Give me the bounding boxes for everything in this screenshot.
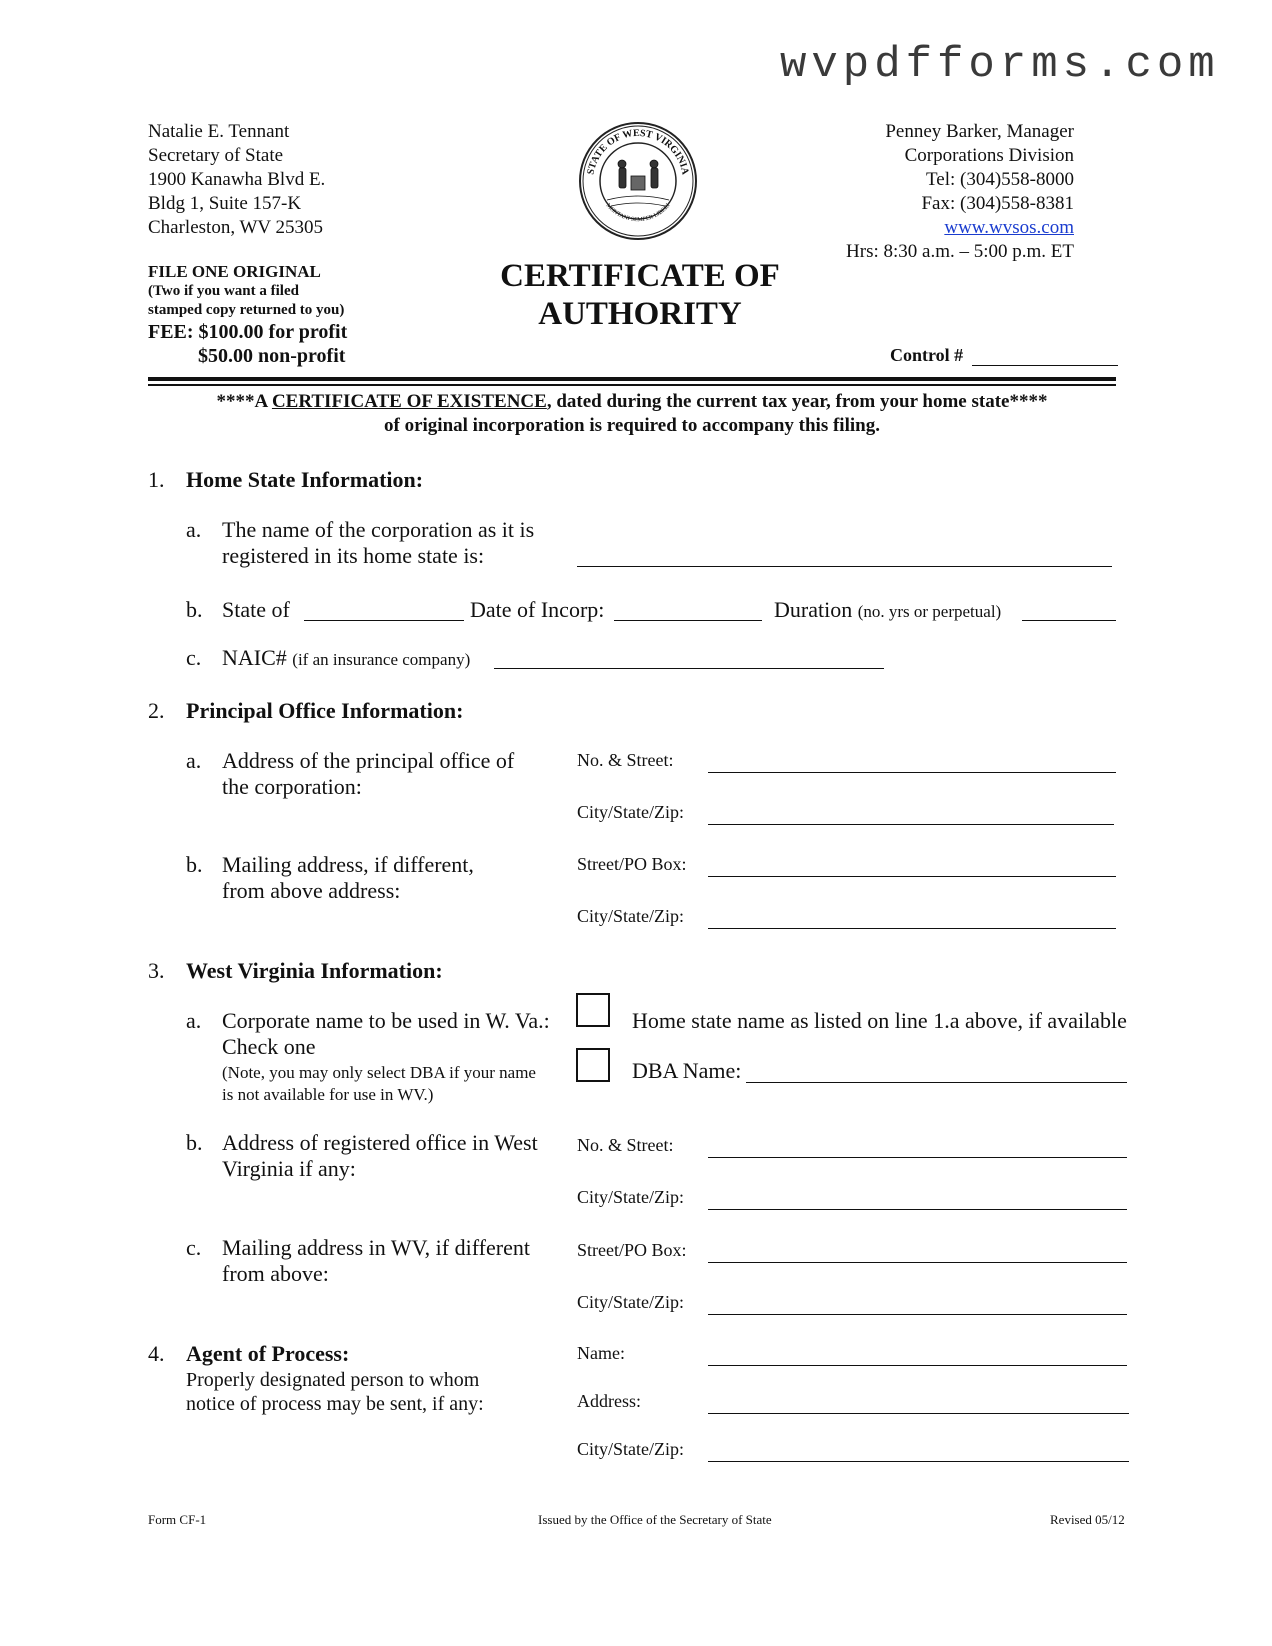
mailing-street-field[interactable] [708,856,1116,877]
division-name: Corporations Division [904,145,1074,166]
state-of-field[interactable] [304,600,464,621]
dba-checkbox[interactable] [576,1048,610,1082]
corp-name-label: The name of the corporation as it is registered in its home state is: [222,517,535,568]
agent-description: Properly designated person to whom notice of process may be sent, if any: [186,1369,484,1415]
notice-text: , dated during the current tax year, from your home state**** [546,391,1048,412]
city-state-zip-label: City/State/Zip: [577,1187,684,1207]
po-box-label: Street/PO Box: [577,1240,687,1260]
city-state-zip-label: City/State/Zip: [577,906,684,926]
file-one-original: FILE ONE ORIGINAL [148,262,321,281]
dba-note: (Note, you may only select DBA if your name is not available for use in WV.) [222,1063,536,1104]
duration-field[interactable] [1022,600,1116,621]
item-letter: b. [186,852,203,877]
fax: Fax: (304)558-8381 [921,193,1074,214]
item-letter: a. [186,748,202,773]
address-line: 1900 Kanawha Blvd E. [148,169,326,190]
home-state-name-option: Home state name as listed on line 1.a above, if available [632,1008,1127,1033]
city-state-zip-label: City/State/Zip: [577,1439,684,1459]
section-number: 4. [148,1341,165,1366]
revision-date: Revised 05/12 [1050,1512,1125,1527]
naic-label: NAIC# (if an insurance company) [222,645,471,670]
corp-name-field[interactable] [577,546,1112,567]
fee-profit: FEE: $100.00 for profit [148,321,348,343]
po-box-label: Street/PO Box: [577,854,687,874]
wv-mailing-street-field[interactable] [708,1242,1127,1263]
section-principal-office-title: Principal Office Information: [186,698,464,723]
secretary-title: Secretary of State [148,145,284,166]
naic-field[interactable] [494,648,884,669]
wv-corp-name-label: Corporate name to be used in W. Va.: Check one [222,1008,550,1059]
manager-name: Penney Barker, Manager [885,121,1074,142]
registered-street-field[interactable] [708,1137,1127,1158]
street-label: No. & Street: [577,750,674,770]
principal-city-field[interactable] [708,804,1114,825]
item-letter: c. [186,1235,202,1260]
watermark: wvpdfforms.com [780,40,1220,90]
notice-emphasis: CERTIFICATE OF EXISTENCE [271,391,547,412]
title-line: CERTIFICATE OF [500,258,780,294]
wv-mailing-city-field[interactable] [708,1294,1127,1315]
control-number [890,345,963,366]
naic-note: (if an insurance company) [292,650,471,669]
agent-address-field[interactable] [708,1393,1129,1414]
control-label: Control # [890,345,964,365]
address-line: Bldg 1, Suite 157-K [148,193,302,214]
mailing-city-field[interactable] [708,908,1116,929]
section-number: 1. [148,467,165,492]
office-hours: Hrs: 8:30 a.m. – 5:00 p.m. ET [846,241,1074,262]
section-wv-info-title: West Virginia Information: [186,958,443,983]
item-letter: c. [186,645,202,670]
principal-street-field[interactable] [708,752,1116,773]
issuer-note: Issued by the Office of the Secretary of State [538,1512,772,1527]
existence-notice [148,390,1116,438]
section-agent-title: Agent of Process: [186,1341,350,1366]
file-note: stamped copy returned to you) [148,302,345,318]
registered-city-field[interactable] [708,1189,1127,1210]
item-letter: a. [186,1008,202,1033]
city-state-zip-label: City/State/Zip: [577,1292,684,1312]
website-link[interactable]: www.wvsos.com [944,217,1074,238]
street-label: No. & Street: [577,1135,674,1155]
title-line: AUTHORITY [538,296,742,332]
state-of-label: State of [222,597,290,622]
city-state-zip-label: City/State/Zip: [577,802,684,822]
phone: Tel: (304)558-8000 [925,169,1074,190]
seal-figures [607,160,669,206]
fee-nonprofit: $50.00 non-profit [198,345,346,367]
dba-name-field[interactable] [746,1062,1127,1083]
section-number: 3. [148,958,165,983]
section-number: 2. [148,698,165,723]
registered-office-label: Address of registered office in West Virginia if any: [222,1130,538,1181]
agent-address-label: Address: [577,1391,641,1411]
state-seal [577,120,699,242]
agent-city-field[interactable] [708,1441,1129,1462]
file-note: (Two if you want a filed [148,283,299,299]
secretary-address-block [148,120,325,240]
notice-prefix: ****A [216,391,268,412]
wv-mailing-label: Mailing address in WV, if different from above: [222,1235,530,1286]
date-incorp-field[interactable] [614,600,762,621]
item-letter: b. [186,1130,203,1155]
filing-instructions [148,262,347,368]
secretary-name: Natalie E. Tennant [148,121,290,142]
dba-name-label: DBA Name: [632,1058,742,1083]
principal-office-label: Address of the principal office of the corporation: [222,748,515,799]
home-state-name-checkbox[interactable] [576,993,610,1027]
seal-motto: MONTANI SEMPER LIBERI [604,202,672,224]
form-number: Form CF-1 [148,1512,207,1527]
duration-note: (no. yrs or perpetual) [857,602,1002,621]
section-home-state-title: Home State Information: [186,467,424,492]
control-number-field[interactable] [972,345,1118,366]
divider [148,377,1116,381]
page-title [470,257,810,333]
agent-name-field[interactable] [708,1345,1127,1366]
date-incorp-label: Date of Incorp: [470,597,605,622]
division-contact-block [846,120,1074,264]
divider [148,384,1116,386]
seal-top-text: STATE OF WEST VIRGINIA [585,127,691,176]
notice-text: of original incorporation is required to accompany this filing. [384,415,880,436]
mailing-address-label: Mailing address, if different, from above address: [222,852,474,903]
address-line: Charleston, WV 25305 [148,217,324,238]
item-letter: b. [186,597,203,622]
agent-name-label: Name: [577,1343,625,1363]
item-letter: a. [186,517,202,542]
duration-label: Duration (no. yrs or perpetual) [774,597,1002,622]
